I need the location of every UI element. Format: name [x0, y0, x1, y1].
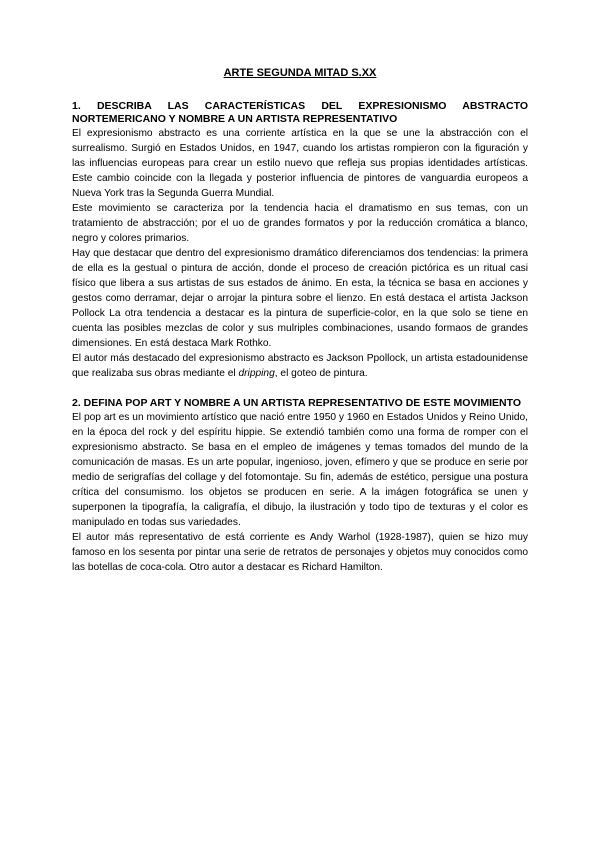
section-2	[72, 397, 528, 575]
section-2-paragraph-2: El autor más representativo de está corriente es Andy Warhol (1928-1987), quien se hizo muy famoso en los sesenta por pintar una serie de retratos de personajes y objetos muy conocidos como las botellas de coca-cola. Otro autor a destacar es Richard Hamilton.	[72, 532, 528, 573]
section-2-paragraph-1: El pop art es un movimiento artístico que nació entre 1950 y 1960 en Estados Unidos y Reino Unido, en la época del rock y del espíritu hippie. Se extendió también como una forma de romper con el expresionismo abstracto. Se basa en el empleo de imágenes y temas tomados del mundo de la comunicación de masas. Es un arte popular, ingenioso, joven, efímero y que se produce en serie por medio de serigrafías del collage y del fotomontaje. Su fin, además de estético, persigue una postura crítica del consumismo. los objetos se producen en serie. A la imágen fotográfica se unen y superponen la tipografía, la caligrafía, el dibujo, la ilustración y todo tipo de texturas y el color es manipulado en todas sus variedades.	[72, 412, 528, 528]
section-2-heading: 2. DEFINA POP ART Y NOMBRE A UN ARTISTA REPRESENTATIVO DE ESTE MOVIMIENTO	[72, 397, 522, 409]
section-1-paragraph-1: El expresionismo abstracto es una corriente artística en la que se une la abstracción con el surrealismo. Surgió en Estados Unidos, en 1947, cuando los artistas rompieron con la figuración y las influencias europeas para crear un estilo nuevo que refleja sus propias identidades artísticas. Este cambio coincide con la llegada y posterior influencia de pintores de vanguardia europeos a Nueva York tras la Segunda Guerra Mundial.	[72, 128, 528, 199]
section-1-paragraph-3: Hay que destacar que dentro del expresionismo dramático diferenciamos dos tendencias: la primera de ella es la gestual o pintura de acción, donde el proceso de creación pictórica es un ritual casi físico que libera a sus artistas de sus estados de ánimo. En esta, la técnica se basa en acciones y gestos como derramar, dejar o arrojar la pintura sobre el lienzo. En está destaca el artista Jackson Pollock La otra tendencia a destacar es la pintura de superficie-color, en la que solo se tiene en cuenta las posibles mezclas de color y sus mulriples combinaciones, usando formaos de grandes dimensiones. En está destaca Mark Rothko.	[72, 248, 528, 349]
section-1	[72, 100, 528, 381]
section-1-paragraph-4-tail: , el goteo de pintura.	[274, 368, 368, 379]
section-1-paragraph-4-text: El autor más destacado del expresionismo abstracto es Jackson Ppollock, un artista estadounidense que realizaba sus obras mediante el	[72, 353, 528, 379]
section-1-paragraph-4-italic: dripping	[238, 368, 275, 379]
section-1-paragraph-2: Este movimiento se caracteriza por la tendencia hacia el dramatismo en sus temas, con un tratamiento de abstracción; por el uo de grandes formatos y por la reducción cromática a blanco, negro y colores primarios.	[72, 203, 528, 244]
document-page	[72, 66, 528, 575]
section-1-paragraph-4	[72, 351, 528, 381]
document-title: ARTE SEGUNDA MITAD S.XX	[223, 67, 377, 79]
section-1-heading: 1. DESCRIBA LAS CARACTERÍSTICAS DEL EXPRESIONISMO ABSTRACTO NORTEMERICANO Y NOMBRE A UN ARTISTA REPRESENTATIVO	[72, 100, 528, 125]
